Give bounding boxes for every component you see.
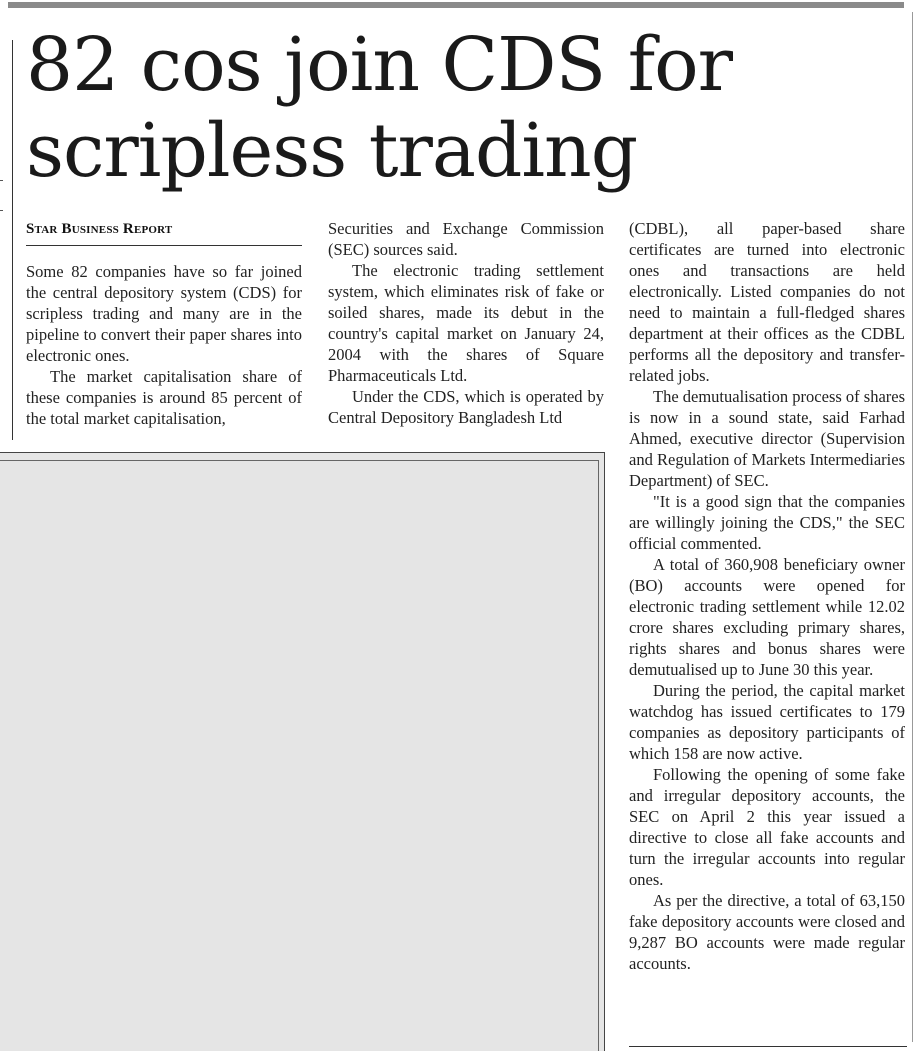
paragraph: Some 82 companies have so far joined the central depository system (CDS) for scripless trading and many are in the pipeline to convert their paper shares into electronic ones. [26,262,302,365]
article-column-3 [629,218,905,974]
left-column-rule [12,40,13,440]
byline: Star Business Report [26,218,302,246]
article-column-1 [26,218,302,429]
paragraph: Under the CDS, which is operated by Central Depository Bangladesh Ltd [328,387,604,427]
bottom-rule [629,1046,907,1047]
article-column-2 [328,218,604,428]
paragraph: Securities and Exchange Commission (SEC) sources said. [328,219,604,259]
right-edge-rule [912,12,913,1042]
headline-line-2: scripless trading [26,108,638,194]
headline-line-1: 82 cos join CDS for [26,22,733,108]
paragraph: The demutualisation process of shares is now in a sound state, said Farhad Ahmed, executive director (Supervision and Regulation of Markets Intermediaries Department) of SEC. [629,387,906,490]
paragraph: During the period, the capital market watchdog has issued certificates to 179 companies as depository participants of which 158 are now active. [629,681,905,763]
edge-tick [0,210,3,211]
headline [26,22,906,194]
paragraph: As per the directive, a total of 63,150 fake depository accounts were closed and 9,287 BO accounts were made regular accounts. [629,891,905,973]
photo-frame [0,460,599,1051]
top-rule [8,2,904,8]
paragraph: Following the opening of some fake and irregular depository accounts, the SEC on April 2 this year issued a directive to close all fake accounts and turn the irregular accounts into regular ones. [629,765,905,889]
paragraph: The electronic trading settlement system, which eliminates risk of fake or soiled shares, made its debut in the country's capital market on January 24, 2004 with the shares of Square Pharmaceuticals Ltd. [328,261,604,385]
edge-tick [0,180,3,181]
paragraph: The market capitalisation share of these companies is around 85 percent of the total market capitalisation, [26,367,302,428]
paragraph: "It is a good sign that the companies are willingly joining the CDS," the SEC official commented. [629,492,905,553]
paragraph: (CDBL), all paper-based share certificates are turned into electronic ones and transactions are held electronically. Listed companies do not need to maintain a full-fledged shares department at their offices as the CDBL performs all the depository and transfer-related jobs. [629,219,905,385]
paragraph: A total of 360,908 beneficiary owner (BO) accounts were opened for electronic trading settlement while 12.02 crore shares excluding primary shares, rights shares and bonus shares were demutualised up to June 30 this year. [629,555,905,679]
